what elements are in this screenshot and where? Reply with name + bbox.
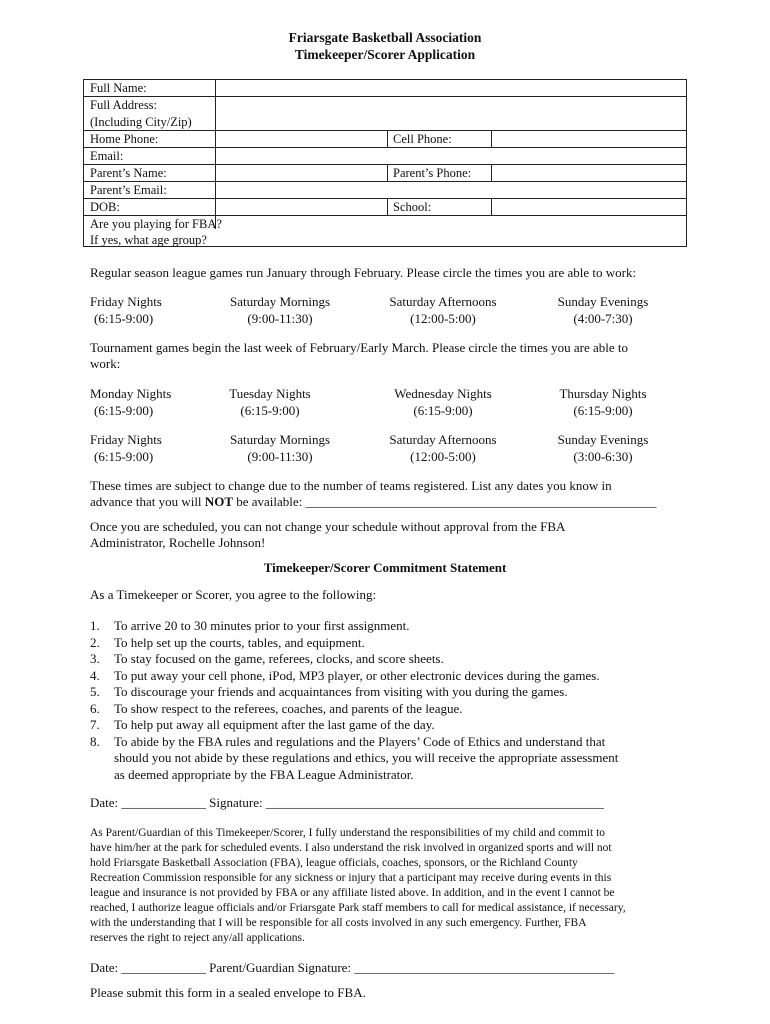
slot-time: (12:00-5:00) bbox=[410, 448, 476, 464]
regular-slot-saturday-afternoon[interactable] bbox=[378, 294, 508, 327]
tournament-intro-line1: Tournament games begin the last week of February/Early March. Please circle the times you are able to bbox=[90, 340, 629, 355]
applicant-signature-line[interactable]: Date: _____________ Signature: ____________________________________________________ bbox=[90, 795, 604, 810]
regular-slot-friday[interactable] bbox=[90, 294, 162, 327]
slot-time: (9:00-11:30) bbox=[247, 310, 313, 326]
schedule-change-line1: These times are subject to change due to the number of teams registered. List any dates you know in bbox=[90, 478, 612, 493]
slot-time: (6:15-9:00) bbox=[94, 310, 154, 326]
scheduled-note-line1: Once you are scheduled, you can not change your schedule without approval from the FBA bbox=[90, 519, 566, 534]
schedule-change-line2[interactable] bbox=[90, 494, 657, 511]
playing-fba-field[interactable] bbox=[324, 216, 686, 246]
dob-field[interactable] bbox=[216, 199, 386, 215]
slot-day: Saturday Mornings bbox=[229, 432, 331, 447]
slot-time: (4:00-7:30) bbox=[573, 310, 633, 326]
organization-title: Friarsgate Basketball Association bbox=[288, 30, 482, 45]
list-item: 2. To help set up the courts, tables, and equipment. bbox=[90, 634, 365, 650]
parents-phone-field[interactable] bbox=[492, 165, 686, 181]
slot-day: Friday Nights bbox=[90, 294, 162, 309]
tournament-slot-monday[interactable] bbox=[90, 386, 171, 419]
full-name-label: Full Name: bbox=[90, 81, 147, 95]
parents-email-label: Parent’s Email: bbox=[90, 183, 167, 197]
school-field[interactable] bbox=[492, 199, 686, 215]
slot-time: (6:15-9:00) bbox=[413, 402, 473, 418]
slot-day: Friday Nights bbox=[90, 432, 162, 447]
full-address-field[interactable] bbox=[216, 97, 686, 130]
list-item: 1. To arrive 20 to 30 minutes prior to your first assignment. bbox=[90, 618, 410, 633]
email-field[interactable] bbox=[216, 148, 686, 164]
school-label: School: bbox=[393, 200, 432, 214]
age-group-label: If yes, what age group? bbox=[90, 233, 207, 247]
list-item: 7. To help put away all equipment after the last game of the day. bbox=[90, 717, 435, 732]
slot-day: Tuesday Nights bbox=[229, 386, 311, 401]
tournament-slot-sunday[interactable] bbox=[548, 432, 658, 465]
change-pre: advance that you will bbox=[90, 494, 205, 509]
applicant-info-table bbox=[83, 79, 687, 247]
parents-name-field[interactable] bbox=[216, 165, 386, 181]
full-address-hint: (Including City/Zip) bbox=[90, 115, 192, 129]
slot-time: (6:15-9:00) bbox=[573, 402, 633, 418]
playing-fba-label: Are you playing for FBA? bbox=[90, 217, 222, 231]
slot-time: (9:00-11:30) bbox=[247, 448, 313, 464]
tournament-slot-saturday-afternoon[interactable] bbox=[378, 432, 508, 465]
tournament-slot-thursday[interactable] bbox=[548, 386, 658, 419]
slot-time: (3:00-6:30) bbox=[573, 448, 633, 464]
dob-label: DOB: bbox=[90, 200, 120, 214]
cell-phone-field[interactable] bbox=[492, 131, 686, 147]
slot-day: Wednesday Nights bbox=[394, 386, 492, 401]
slot-time: (6:15-9:00) bbox=[240, 402, 300, 418]
guardian-signature-line[interactable]: Date: _____________ Parent/Guardian Signature: ________________________________________ bbox=[90, 960, 615, 975]
tournament-intro-line2: work: bbox=[90, 356, 121, 371]
home-phone-field[interactable] bbox=[216, 131, 386, 147]
parents-phone-label: Parent’s Phone: bbox=[393, 166, 472, 180]
cell-phone-label: Cell Phone: bbox=[393, 132, 452, 146]
list-item: 4. To put away your cell phone, iPod, MP3 player, or other electronic devices during the games. bbox=[90, 667, 600, 683]
slot-day: Sunday Evenings bbox=[557, 432, 649, 447]
list-item: 3. To stay focused on the game, referees, clocks, and score sheets. bbox=[90, 651, 444, 666]
tournament-slot-friday[interactable] bbox=[90, 432, 162, 465]
form-title: Timekeeper/Scorer Application bbox=[294, 47, 476, 62]
home-phone-label: Home Phone: bbox=[90, 132, 159, 146]
tournament-slot-wednesday[interactable] bbox=[378, 386, 508, 419]
full-name-field[interactable] bbox=[216, 80, 686, 96]
regular-slot-sunday[interactable] bbox=[548, 294, 658, 327]
parents-email-field[interactable] bbox=[216, 182, 686, 198]
regular-season-intro: Regular season league games run January through February. Please circle the times you are able to work: bbox=[90, 265, 637, 280]
tournament-slot-saturday-morning[interactable] bbox=[220, 432, 340, 465]
list-item: 8. To abide by the FBA rules and regulations and the Players’ Code of Ethics and understand that should you not abide by these regulations and ethics, you will receive the appropriate assessment as deemed appropriate by the FBA League Administrator. bbox=[90, 733, 619, 782]
scheduled-note-line2: Administrator, Rochelle Johnson! bbox=[90, 535, 266, 550]
regular-slot-saturday-morning[interactable] bbox=[220, 294, 340, 327]
slot-day: Sunday Evenings bbox=[557, 294, 649, 309]
submission-instructions: Please submit this form in a sealed envelope to FBA. bbox=[90, 985, 366, 1000]
email-label: Email: bbox=[90, 149, 124, 163]
commitment-intro: As a Timekeeper or Scorer, you agree to the following: bbox=[90, 587, 377, 602]
slot-day: Saturday Mornings bbox=[229, 294, 331, 309]
slot-time: (12:00-5:00) bbox=[410, 310, 476, 326]
parents-name-label: Parent’s Name: bbox=[90, 166, 167, 180]
full-address-label: Full Address: bbox=[90, 98, 158, 112]
slot-time: (6:15-9:00) bbox=[94, 448, 154, 464]
commitment-list bbox=[90, 618, 690, 783]
slot-day: Thursday Nights bbox=[559, 386, 647, 401]
slot-day: Saturday Afternoons bbox=[389, 294, 497, 309]
slot-time: (6:15-9:00) bbox=[94, 402, 154, 418]
unavailable-dates-field[interactable]: be available: ______________________________________________________ bbox=[232, 494, 657, 509]
slot-day: Saturday Afternoons bbox=[389, 432, 497, 447]
list-item: 5. To discourage your friends and acquaintances from visiting with you during the games. bbox=[90, 684, 568, 699]
list-item: 6. To show respect to the referees, coaches, and parents of the league. bbox=[90, 700, 463, 716]
slot-day: Monday Nights bbox=[90, 386, 172, 401]
tournament-slot-tuesday[interactable] bbox=[220, 386, 320, 419]
not-emphasis: NOT bbox=[204, 494, 233, 509]
commitment-heading: Timekeeper/Scorer Commitment Statement bbox=[263, 560, 507, 575]
